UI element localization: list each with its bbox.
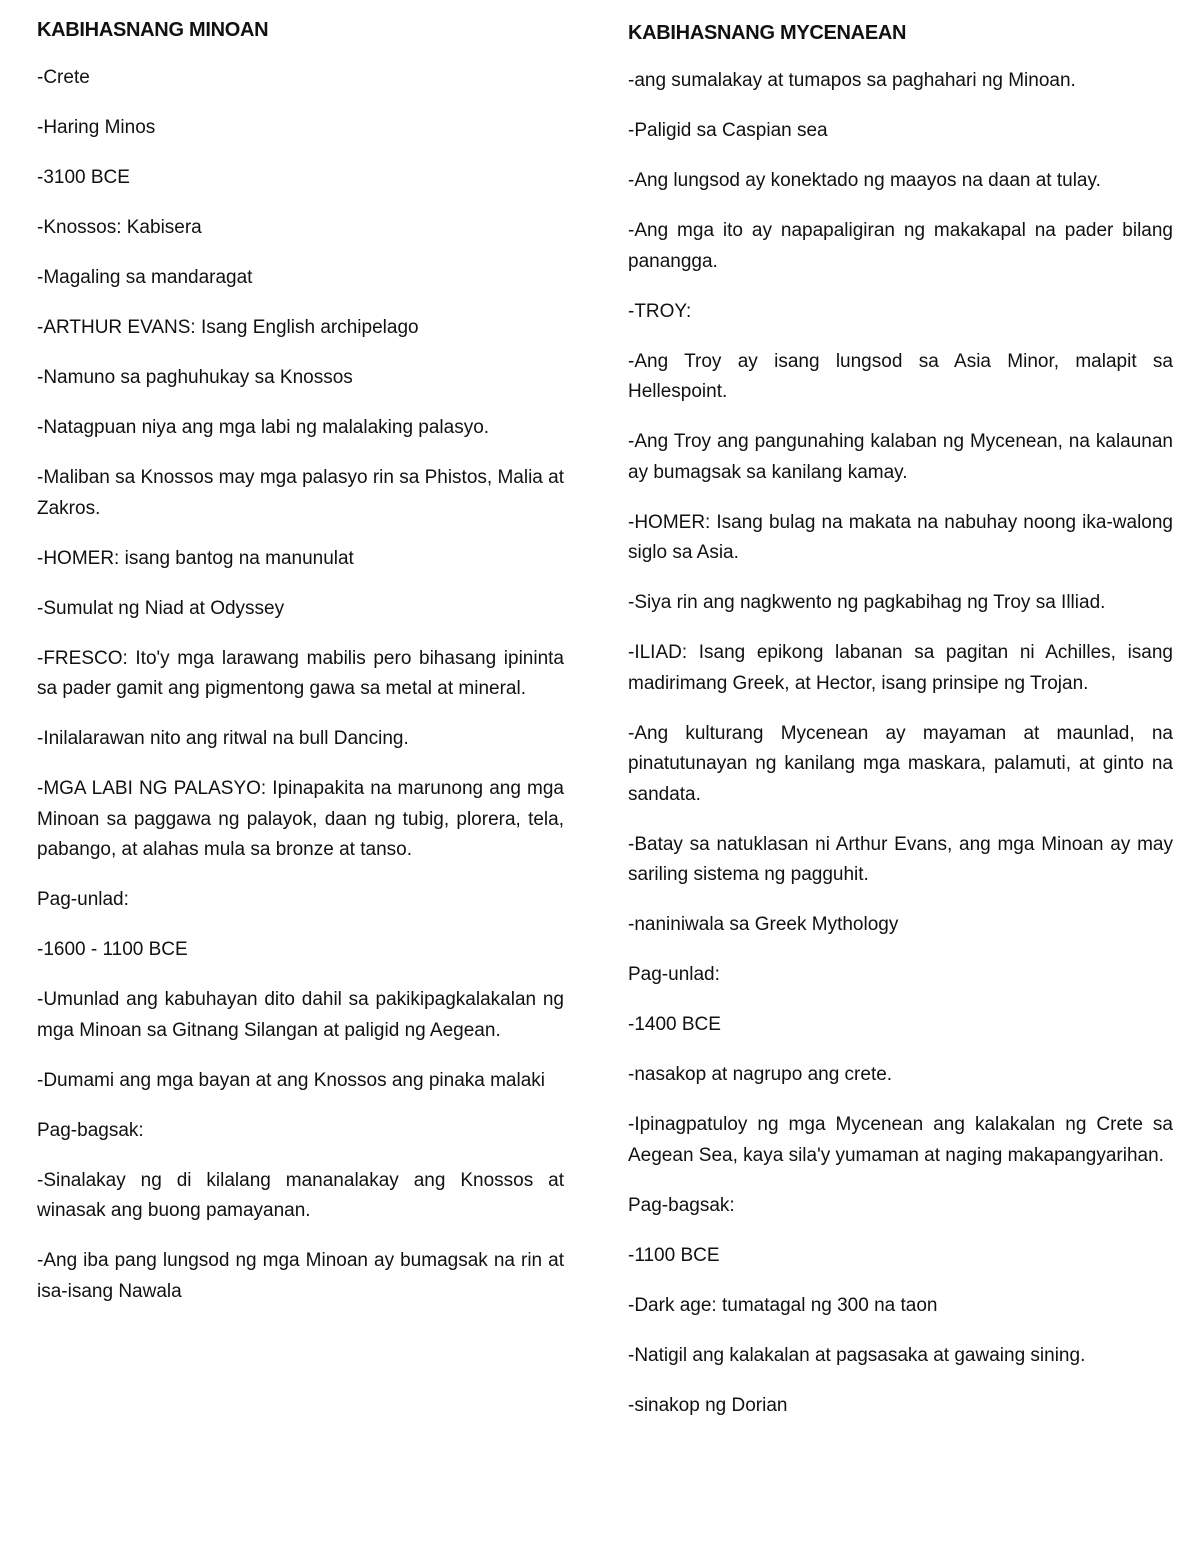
mycenaean-title: KABIHASNANG MYCENAEAN bbox=[628, 22, 907, 44]
minoan-paragraph: -MGA LABI NG PALASYO: Ipinapakita na marunong ang mga Minoan sa paggawa ng palayok, daan ng tubig, plorera, tela, pabango, at alahas mula sa bronze at tanso. bbox=[37, 778, 564, 860]
minoan-paragraph: -3100 BCE bbox=[37, 167, 130, 188]
mycenaean-paragraph: -naniniwala sa Greek Mythology bbox=[628, 914, 899, 935]
minoan-paragraph: -1600 - 1100 BCE bbox=[37, 939, 188, 960]
mycenaean-paragraph: -Ang kulturang Mycenean ay mayaman at maunlad, na pinatutunayan ng kanilang mga maskara, palamuti, at ginto na sandata. bbox=[628, 722, 1173, 805]
mycenaean-paragraph: -Dark age: tumatagal ng 300 na taon bbox=[628, 1294, 938, 1316]
mycenaean-paragraph: -1100 BCE bbox=[628, 1244, 720, 1266]
mycenaean-paragraph: -HOMER: Isang bulag na makata na nabuhay noong ika-walong siglo sa Asia. bbox=[628, 511, 1173, 563]
mycenaean-paragraph: -Batay sa natuklasan ni Arthur Evans, ang mga Minoan ay may sariling sistema ng pagguhit. bbox=[628, 833, 1173, 885]
mycenaean-section-heading: Pag-unlad: bbox=[628, 964, 720, 985]
minoan-paragraph: -Knossos: Kabisera bbox=[37, 217, 202, 238]
minoan-section-heading: Pag-unlad: bbox=[37, 889, 129, 910]
mycenaean-column bbox=[628, 19, 1173, 1441]
mycenaean-paragraph: -Ang Troy ang pangunahing kalaban ng Mycenean, na kalaunan ay bumagsak sa kanilang kamay. bbox=[628, 431, 1173, 483]
mycenaean-paragraph: -TROY: bbox=[628, 300, 692, 322]
minoan-paragraph: -Sumulat ng Niad at Odyssey bbox=[37, 597, 285, 619]
mycenaean-paragraph: -nasakop at nagrupo ang crete. bbox=[628, 1064, 893, 1085]
minoan-column bbox=[37, 16, 564, 1327]
minoan-paragraph: -Sinalakay ng di kilalang mananalakay ang Knossos at winasak ang buong pamayanan. bbox=[37, 1169, 564, 1221]
minoan-paragraph: -Maliban sa Knossos may mga palasyo rin sa Phistos, Malia at Zakros. bbox=[37, 467, 564, 519]
mycenaean-paragraph: -Ang mga ito ay napapaligiran ng makakapal na pader bilang panangga. bbox=[628, 220, 1173, 272]
minoan-paragraph: -Umunlad ang kabuhayan dito dahil sa pakikipagkalakalan ng mga Minoan sa Gitnang Silangan at paligid ng Aegean. bbox=[37, 989, 564, 1041]
mycenaean-paragraph: -Paligid sa Caspian sea bbox=[628, 120, 828, 141]
mycenaean-paragraph: -ang sumalakay at tumapos sa paghahari ng Minoan. bbox=[628, 70, 1076, 91]
minoan-paragraph: -Crete bbox=[37, 67, 90, 88]
minoan-paragraph: -Inilalarawan nito ang ritwal na bull Dancing. bbox=[37, 728, 409, 749]
minoan-paragraph: -Magaling sa mandaragat bbox=[37, 267, 253, 288]
minoan-paragraph: -Namuno sa paghuhukay sa Knossos bbox=[37, 367, 353, 388]
minoan-paragraph: -ARTHUR EVANS: Isang English archipelago bbox=[37, 317, 419, 338]
minoan-paragraph: -Ang iba pang lungsod ng mga Minoan ay bumagsak na rin at isa-isang Nawala bbox=[37, 1250, 564, 1302]
mycenaean-paragraph: -Siya rin ang nagkwento ng pagkabihag ng Troy sa Illiad. bbox=[628, 592, 1106, 613]
mycenaean-paragraph: -ILIAD: Isang epikong labanan sa pagitan ni Achilles, isang madirimang Greek, at Hector, isang prinsipe ng Trojan. bbox=[628, 642, 1173, 694]
minoan-paragraph: -Natagpuan niya ang mga labi ng malalaking palasyo. bbox=[37, 417, 490, 438]
minoan-paragraph: -HOMER: isang bantog na manunulat bbox=[37, 547, 354, 569]
minoan-title: KABIHASNANG MINOAN bbox=[37, 19, 269, 41]
mycenaean-paragraph: -sinakop ng Dorian bbox=[628, 1394, 788, 1416]
minoan-paragraph: -FRESCO: Ito'y mga larawang mabilis pero bihasang ipininta sa pader gamit ang pigmentong gawa sa metal at mineral. bbox=[37, 647, 564, 699]
mycenaean-paragraph: -Ipinagpatuloy ng mga Mycenean ang kalakalan ng Crete sa Aegean Sea, kaya sila'y yumaman at naging makapangyarihan. bbox=[628, 1114, 1173, 1166]
mycenaean-paragraph: -Ang Troy ay isang lungsod sa Asia Minor, malapit sa Hellespoint. bbox=[628, 350, 1173, 402]
minoan-paragraph: -Haring Minos bbox=[37, 117, 156, 138]
minoan-section-heading: Pag-bagsak: bbox=[37, 1119, 144, 1141]
mycenaean-section-heading: Pag-bagsak: bbox=[628, 1194, 735, 1216]
mycenaean-paragraph: -Ang lungsod ay konektado ng maayos na daan at tulay. bbox=[628, 170, 1101, 191]
mycenaean-paragraph: -Natigil ang kalakalan at pagsasaka at gawaing sining. bbox=[628, 1344, 1086, 1366]
mycenaean-paragraph: -1400 BCE bbox=[628, 1014, 721, 1035]
minoan-paragraph: -Dumami ang mga bayan at ang Knossos ang pinaka malaki bbox=[37, 1069, 546, 1091]
